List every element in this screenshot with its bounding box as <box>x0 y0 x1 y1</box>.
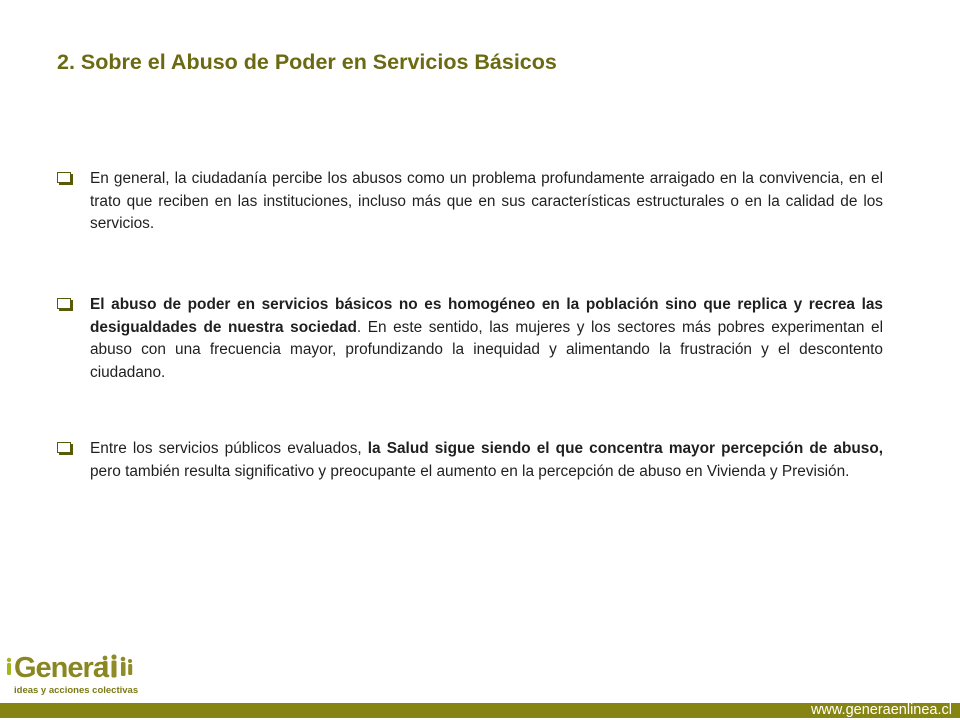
checkbox-bullet-icon <box>57 172 71 183</box>
bullet-text <box>90 294 883 384</box>
logo-word: Genera <box>14 652 108 684</box>
bullet-text-segment: En general, la ciudadanía percibe los abusos como un problema profundamente arraigado en la convivencia, en el trato que reciben en las instituciones, incluso más que en sus características estructurales o en la calidad de los servicios. <box>90 170 883 232</box>
slide-title: 2. Sobre el Abuso de Poder en Servicios Básicos <box>57 50 557 74</box>
bullet-item <box>57 438 883 483</box>
genera-logo <box>4 652 139 698</box>
logo-tagline: ideas y acciones colectivas <box>14 685 139 696</box>
bullet-item <box>57 168 883 236</box>
bullet-text <box>90 168 883 236</box>
bullet-text-segment: . En este sentido, las mujeres y los sectores más pobres experimentan el abuso con una frecuencia mayor, profundizando la inequidad y alimentando la frustración y el descontento ciudadano. <box>90 318 883 381</box>
bullet-text-bold: El abuso de poder en servicios básicos no es homogéneo en la población sino que replica y recrea las desigualdades de nuestra sociedad <box>90 296 883 336</box>
footer-url-link[interactable]: www.generaenlinea.cl <box>810 702 952 718</box>
bullet-text <box>90 438 883 483</box>
checkbox-bullet-icon <box>57 298 71 309</box>
bullet-text-segment: pero también resulta significativo y preocupante el aumento en la percepción de abuso en Vivienda y Previsión. <box>90 462 850 480</box>
bullet-text-bold: la Salud sigue siendo el que concentra mayor percepción de abuso, <box>367 440 883 457</box>
bullet-text-segment: Entre los servicios públicos evaluados, <box>90 440 368 457</box>
bullet-item <box>57 294 883 384</box>
checkbox-bullet-icon <box>57 442 71 453</box>
